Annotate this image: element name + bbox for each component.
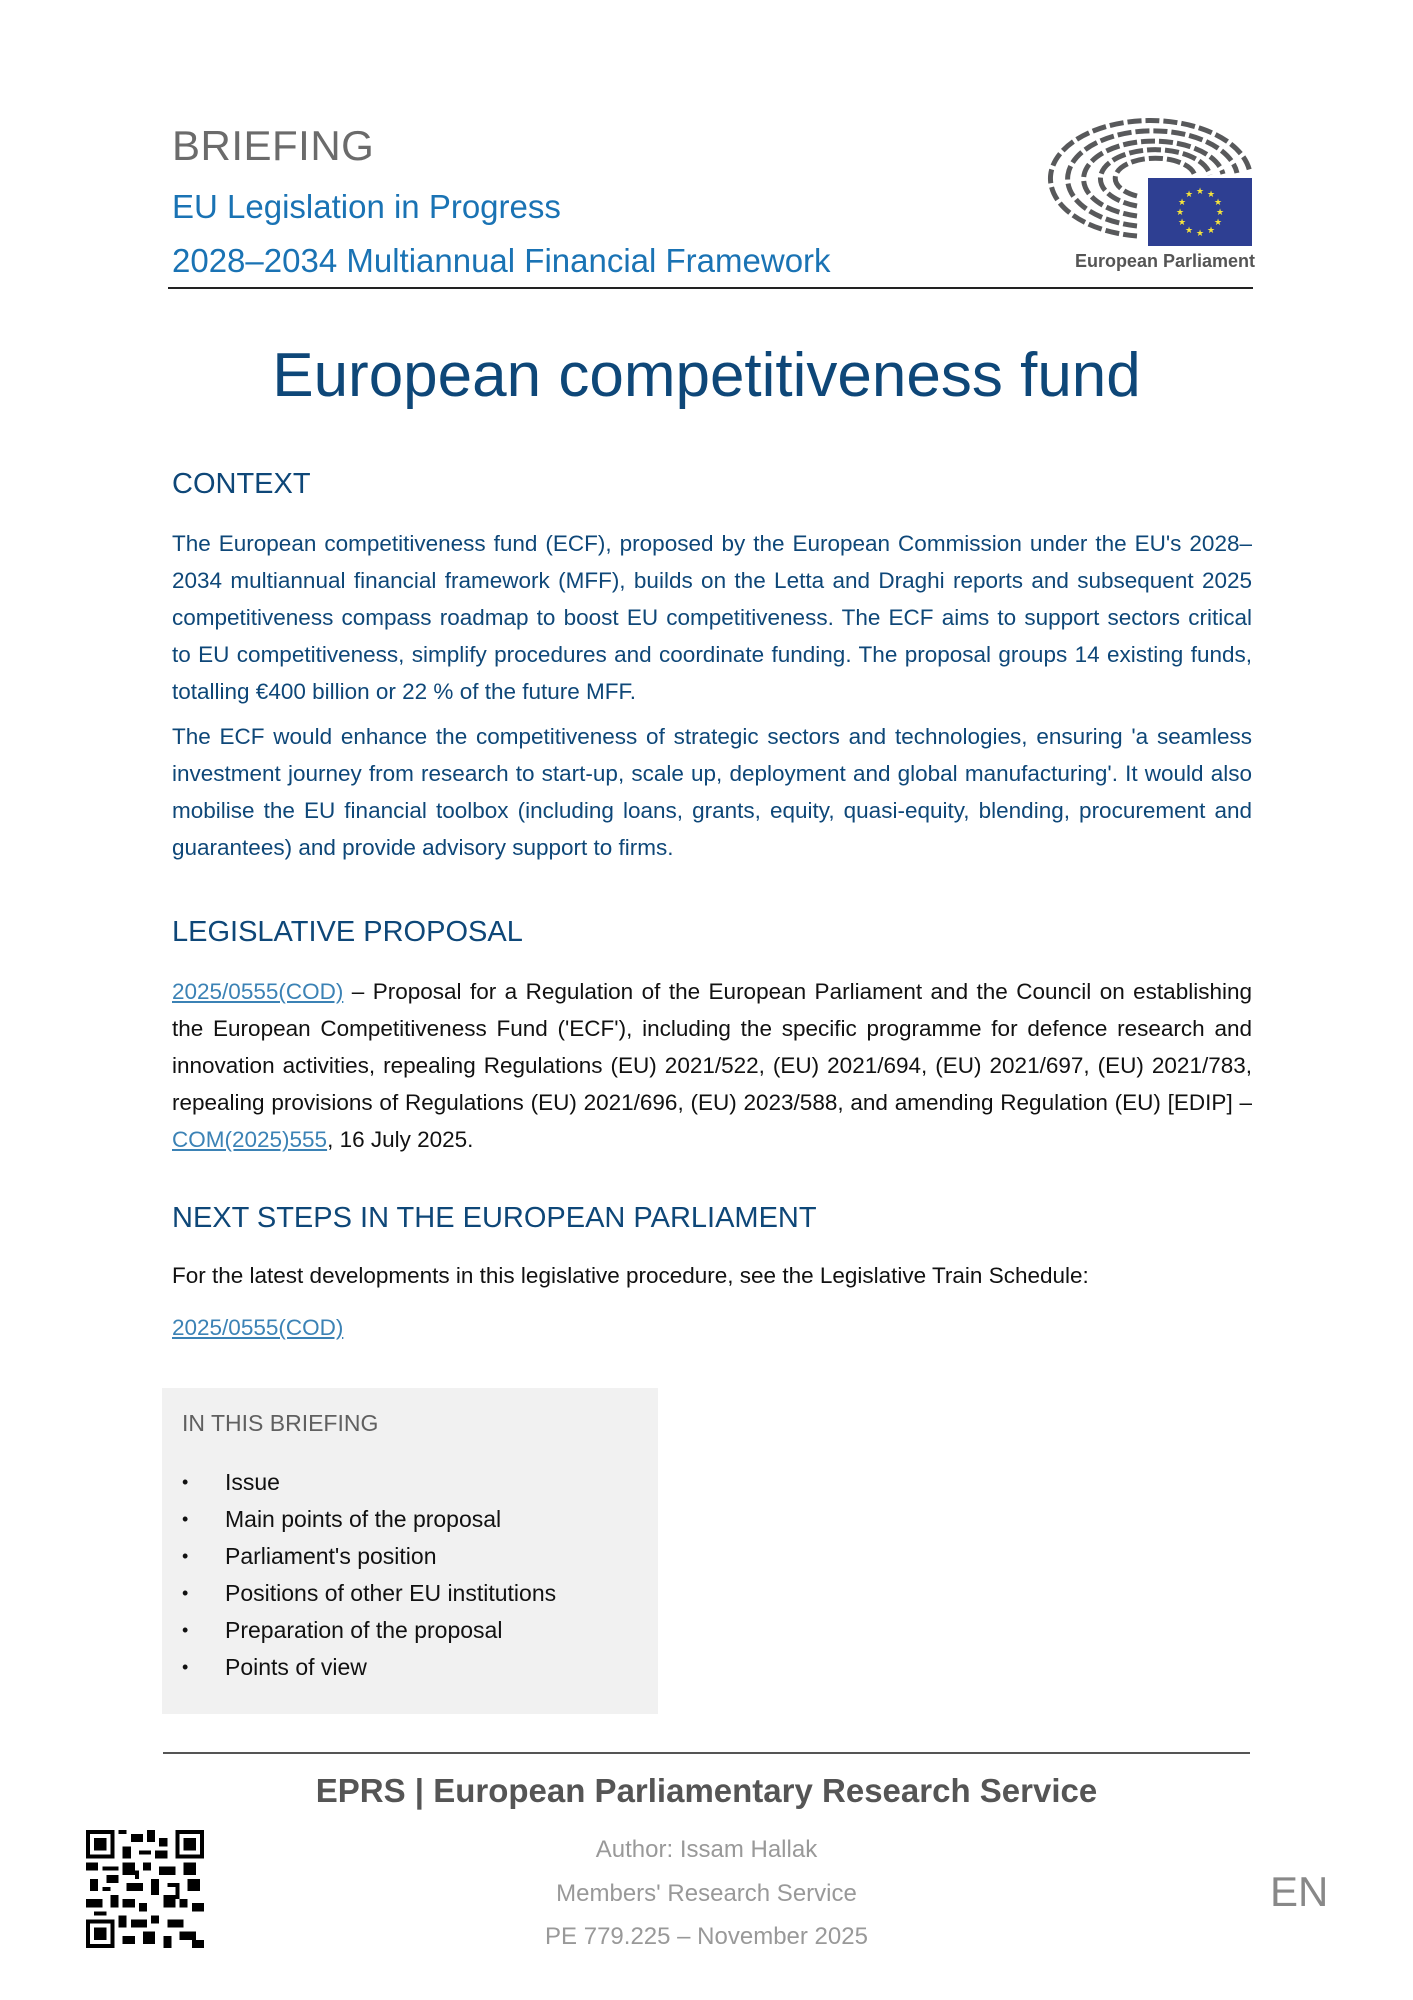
next-steps-link-line (172, 1309, 1252, 1346)
svg-text:★: ★ (1184, 189, 1194, 199)
svg-text:★: ★ (1195, 228, 1205, 238)
context-heading: CONTEXT (172, 468, 311, 500)
svg-text:★: ★ (1213, 217, 1223, 227)
toc-item-label: Preparation of the proposal (225, 1617, 503, 1643)
svg-text:★: ★ (1184, 225, 1194, 235)
bullet-icon: • (182, 1657, 189, 1677)
bullet-icon: • (182, 1472, 189, 1492)
in-this-briefing-box (162, 1388, 658, 1714)
proposal-description: – Proposal for a Regulation of the European Parliament and the Council on establishing the European Competitiveness Fund ('ECF'), including the specific programme for defence research and innovation activities, repealing Regulations (EU) 2021/522, (EU) 2021/694, (EU) 2021/697, (EU) 2021/783, repealing provisions of Regulations (EU) 2021/696, (EU) 2023/588, and amending Regulation (EU) [EDIP] – (172, 979, 1252, 1115)
legislative-train-link[interactable]: 2025/0555(COD) (172, 1315, 344, 1340)
subseries-title: 2028–2034 Multiannual Financial Framework (172, 242, 831, 279)
toc-item-label: Positions of other EU institutions (225, 1580, 557, 1606)
toc-item (182, 1501, 556, 1538)
proposal-date: , 16 July 2025. (327, 1127, 474, 1152)
svg-text:★: ★ (1195, 186, 1205, 196)
svg-text:★: ★ (1215, 207, 1225, 217)
next-steps-heading: NEXT STEPS IN THE EUROPEAN PARLIAMENT (172, 1202, 817, 1234)
svg-text:★: ★ (1175, 207, 1185, 217)
toc-item (182, 1575, 556, 1612)
bullet-icon: • (182, 1583, 189, 1603)
language-code: EN (1270, 1868, 1329, 1915)
document-reference: PE 779.225 – November 2025 (545, 1923, 868, 1950)
toc-title: IN THIS BRIEFING (182, 1410, 379, 1436)
svg-text:★: ★ (1177, 217, 1187, 227)
toc-item (182, 1612, 556, 1649)
com-document-link[interactable]: COM(2025)555 (172, 1127, 328, 1152)
toc-item-label: Parliament's position (225, 1543, 437, 1569)
toc-item (182, 1538, 556, 1575)
document-type: BRIEFING (172, 122, 375, 169)
toc-item-label: Points of view (225, 1654, 367, 1680)
footer-divider (163, 1752, 1250, 1754)
legislative-proposal-heading: LEGISLATIVE PROPOSAL (172, 916, 523, 948)
toc-list (182, 1464, 556, 1686)
header-divider (168, 287, 1253, 289)
author: Author: Issam Hallak (595, 1836, 818, 1863)
research-unit: Members' Research Service (556, 1880, 857, 1907)
svg-text:★: ★ (1177, 197, 1187, 207)
bullet-icon: • (182, 1509, 189, 1529)
bullet-icon: • (182, 1620, 189, 1640)
bullet-icon: • (182, 1546, 189, 1566)
svg-text:★: ★ (1206, 189, 1216, 199)
procedure-link[interactable]: 2025/0555(COD) (172, 979, 344, 1004)
toc-item-label: Issue (225, 1469, 280, 1495)
toc-item (182, 1649, 556, 1686)
series-title: EU Legislation in Progress (172, 188, 561, 225)
service-name: EPRS | European Parliamentary Research Service (315, 1772, 1098, 1809)
legislative-proposal-text (172, 973, 1252, 1158)
logo-caption: European Parliament (1074, 251, 1255, 271)
svg-text:★: ★ (1206, 225, 1216, 235)
context-paragraph-1: The European competitiveness fund (ECF), proposed by the European Commission under the EU's 2028–2034 multiannual financial framework (MFF), builds on the Letta and Draghi reports and subsequent 2025 competitiveness compass roadmap to boost EU competitiveness. The ECF aims to support sectors critical to EU competitiveness, simplify procedures and coordinate funding. The proposal groups 14 existing funds, totalling €400 billion or 22 % of the future MFF. (172, 531, 1252, 704)
next-steps-text: For the latest developments in this legislative procedure, see the Legislative Train Schedule: (172, 1263, 1089, 1288)
toc-item-label: Main points of the proposal (225, 1506, 502, 1532)
toc-item (182, 1464, 556, 1501)
context-paragraph-2: The ECF would enhance the competitiveness of strategic sectors and technologies, ensuring 'a seamless investment journey from research to start-up, scale up, deployment and global manufacturing'. It would also mobilise the EU financial toolbox (including loans, grants, equity, quasi-equity, blending, procurement and guarantees) and provide advisory support to firms. (172, 724, 1252, 860)
svg-text:★: ★ (1213, 197, 1223, 207)
page-title: European competitiveness fund (272, 341, 1141, 410)
